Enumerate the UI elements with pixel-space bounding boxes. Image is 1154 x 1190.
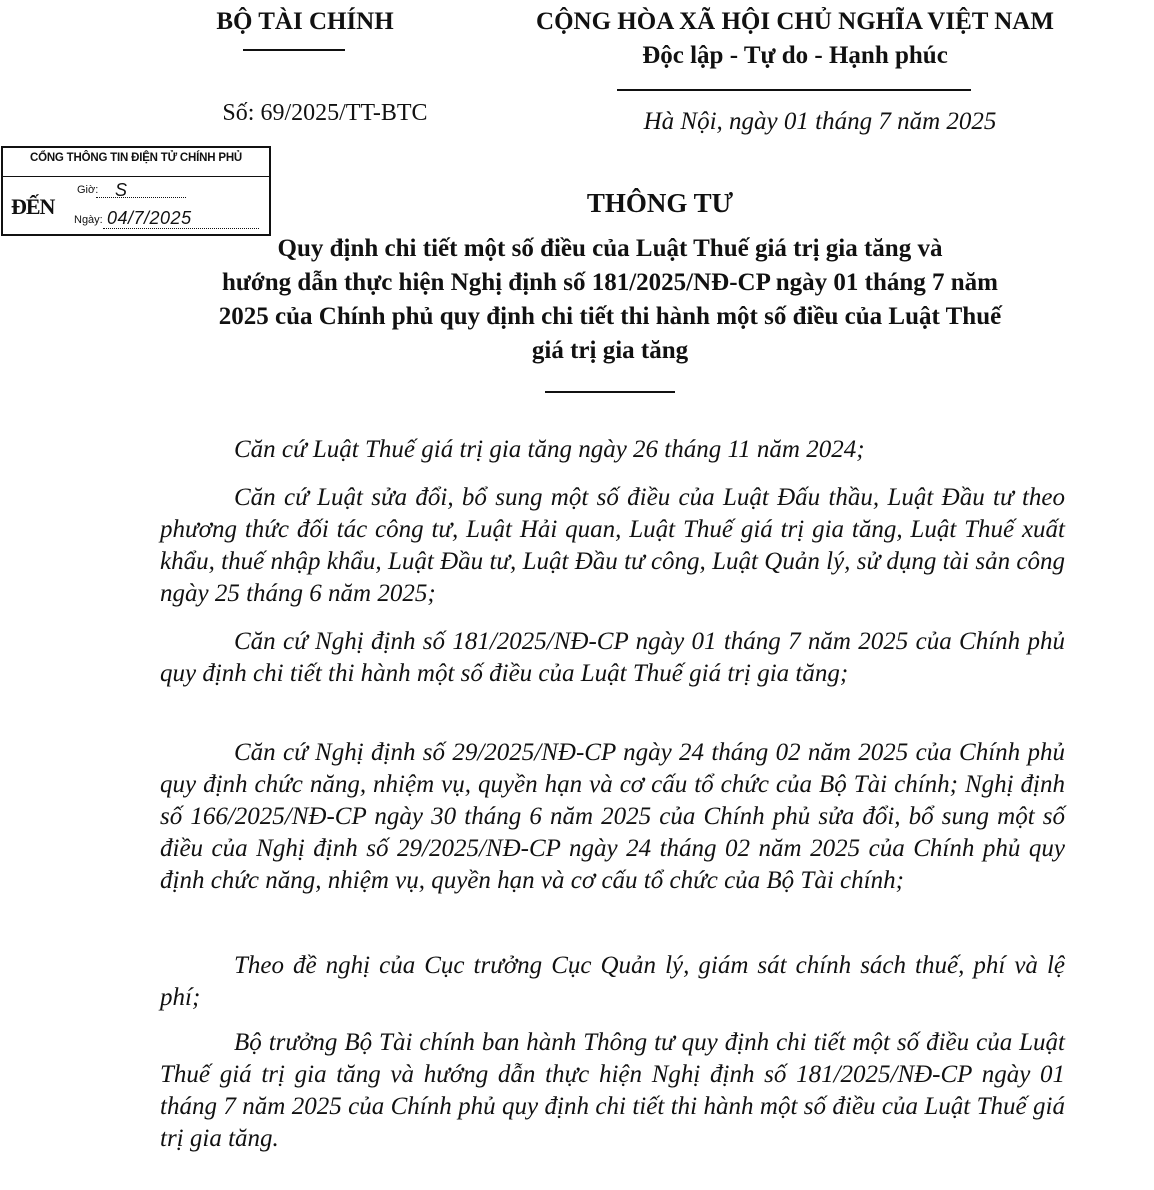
subtitle-line: Quy định chi tiết một số điều của Luật Thuế giá trị gia tăng và <box>277 235 943 262</box>
issuing-agency: BỘ TÀI CHÍNH <box>216 8 394 35</box>
preamble-paragraph: Căn cứ Luật sửa đổi, bổ sung một số điều của Luật Đấu thầu, Luật Đầu tư theo phương thức đối tác công tư, Luật Hải quan, Luật Thuế giá trị gia tăng, Luật Thuế xuất khẩu, thuế nhập khẩu, Luật Đầu tư, Luật Đầu tư công, Luật Quản lý, sử dụng tài sản công ngày 25 tháng 6 năm 2025; <box>160 484 1065 607</box>
preamble-paragraph: Bộ trưởng Bộ Tài chính ban hành Thông tư quy định chi tiết một số điều của Luật Thuế giá trị gia tăng và hướng dẫn thực hiện Nghị định số 181/2025/NĐ-CP ngày 01 tháng 7 năm 2025 của Chính phủ quy định chi tiết thi hành một số điều của Luật Thuế giá trị gia tăng. <box>160 1029 1065 1152</box>
document-number: Số: 69/2025/TT-BTC <box>222 100 428 126</box>
stamp-date-value: 04/7/2025 <box>107 208 192 228</box>
preamble-paragraph: Căn cứ Nghị định số 29/2025/NĐ-CP ngày 24 tháng 02 năm 2025 của Chính phủ quy định chức năng, nhiệm vụ, quyền hạn và cơ cấu tổ chức của Bộ Tài chính; Nghị định số 166/2025/NĐ-CP ngày 30 tháng 6 năm 2025 của Chính phủ sửa đổi, bổ sung một số điều của Nghị định số 29/2025/NĐ-CP ngày 24 tháng 02 năm 2025 của Chính phủ quy định chức năng, nhiệm vụ, quyền hạn và cơ cấu tổ chức của Bộ Tài chính; <box>160 739 1065 894</box>
preamble-paragraph: Căn cứ Luật Thuế giá trị gia tăng ngày 26 tháng 11 năm 2024; <box>234 436 865 463</box>
stamp-time-dotted-line <box>96 197 186 198</box>
agency-underline <box>243 49 345 51</box>
place-and-date: Hà Nội, ngày 01 tháng 7 năm 2025 <box>643 108 997 135</box>
document-type-title: THÔNG TƯ <box>586 188 734 218</box>
motto-underline <box>617 89 971 91</box>
national-motto: Độc lập - Tự do - Hạnh phúc <box>642 42 948 69</box>
stamp-title: CỔNG THÔNG TIN ĐIỆN TỬ CHÍNH PHỦ <box>29 152 243 164</box>
national-title: CỘNG HÒA XÃ HỘI CHỦ NGHĨA VIỆT NAM <box>536 8 1054 35</box>
preamble-paragraph: Theo đề nghị của Cục trưởng Cục Quản lý, giám sát chính sách thuế, phí và lệ phí; <box>160 952 1065 1011</box>
title-underline <box>545 391 675 393</box>
subtitle-line: hướng dẫn thực hiện Nghị định số 181/2025/NĐ-CP ngày 01 tháng 7 năm <box>222 269 998 296</box>
subtitle-line: 2025 của Chính phủ quy định chi tiết thi hành một số điều của Luật Thuế <box>218 303 1002 330</box>
stamp-divider <box>3 176 269 177</box>
document-subtitle <box>150 232 1070 368</box>
stamp-time-label: Giờ: <box>77 184 99 196</box>
stamp-den-label: ĐẾN <box>11 194 55 219</box>
preamble-paragraph: Căn cứ Nghị định số 181/2025/NĐ-CP ngày 01 tháng 7 năm 2025 của Chính phủ quy định chi tiết thi hành một số điều của Luật Thuế giá trị gia tăng; <box>160 628 1065 687</box>
stamp-date-label: Ngày: <box>74 214 103 226</box>
stamp-time-value: S <box>115 180 128 200</box>
received-stamp <box>1 146 271 236</box>
subtitle-line: giá trị gia tăng <box>531 337 689 364</box>
